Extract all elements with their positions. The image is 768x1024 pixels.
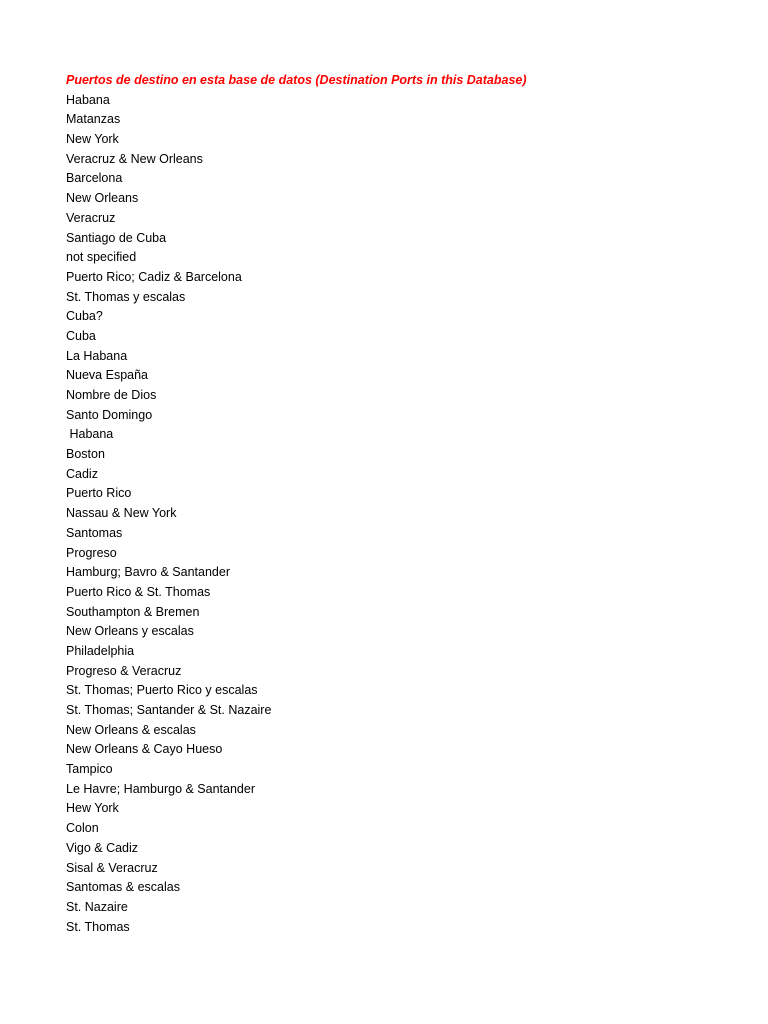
port-list-item: Nueva España [66, 368, 149, 383]
port-list-item: not specified [66, 250, 137, 265]
port-list-item: New Orleans & escalas [66, 722, 196, 737]
destination-ports-list [66, 91, 746, 938]
port-list-item: La Habana [66, 348, 128, 363]
port-list-item: Southampton & Bremen [66, 604, 200, 619]
document-title: Puertos de destino en esta base de datos (Destination Ports in this Database) [66, 73, 527, 87]
port-list-item: Nassau & New York [66, 506, 177, 521]
port-list-item: Habana [66, 92, 110, 107]
port-list-item: Santo Domingo [66, 407, 153, 422]
port-list-item: Veracruz & New Orleans [66, 151, 203, 166]
port-list-item: Habana [66, 427, 114, 442]
port-list-item: Barcelona [66, 171, 123, 186]
port-list-item: Hamburg; Bavro & Santander [66, 565, 230, 580]
port-list-item: Sisal & Veracruz [66, 860, 158, 875]
port-list-item: Progreso & Veracruz [66, 663, 182, 678]
port-list-item: Tampico [66, 762, 113, 777]
document-content [66, 71, 746, 937]
port-list-item: Colon [66, 821, 99, 836]
port-list-item: Hew York [66, 801, 119, 816]
port-list-item: New Orleans & Cayo Hueso [66, 742, 223, 757]
port-list-item: Veracruz [66, 210, 116, 225]
port-list-item: Santomas [66, 525, 123, 540]
port-list-item: Cadiz [66, 466, 98, 481]
port-list-item: Puerto Rico & St. Thomas [66, 584, 211, 599]
port-list-item: New Orleans [66, 191, 139, 206]
port-list-item: St. Thomas; Puerto Rico y escalas [66, 683, 258, 698]
port-list-item: Boston [66, 447, 105, 462]
port-list-item: St. Thomas y escalas [66, 289, 186, 304]
port-list-item: Vigo & Cadiz [66, 840, 139, 855]
port-list-item: Nombre de Dios [66, 388, 157, 403]
port-list-item: Progreso [66, 545, 117, 560]
port-list-item: Santomas & escalas [66, 880, 180, 895]
port-list-item: St. Thomas; Santander & St. Nazaire [66, 703, 272, 718]
port-list-item: Cuba? [66, 309, 103, 324]
port-list-item: Matanzas [66, 112, 121, 127]
port-list-item: Cuba [66, 328, 96, 343]
port-list-item: Philadelphia [66, 643, 135, 658]
port-list-item: Le Havre; Hamburgo & Santander [66, 781, 255, 796]
port-list-item: St. Thomas [66, 919, 130, 934]
port-list-item: Santiago de Cuba [66, 230, 167, 245]
port-list-item: Puerto Rico; Cadiz & Barcelona [66, 269, 242, 284]
port-list-item: St. Nazaire [66, 899, 128, 914]
port-list-item: Puerto Rico [66, 486, 132, 501]
port-list-item: New Orleans y escalas [66, 624, 194, 639]
port-list-item: New York [66, 132, 119, 147]
